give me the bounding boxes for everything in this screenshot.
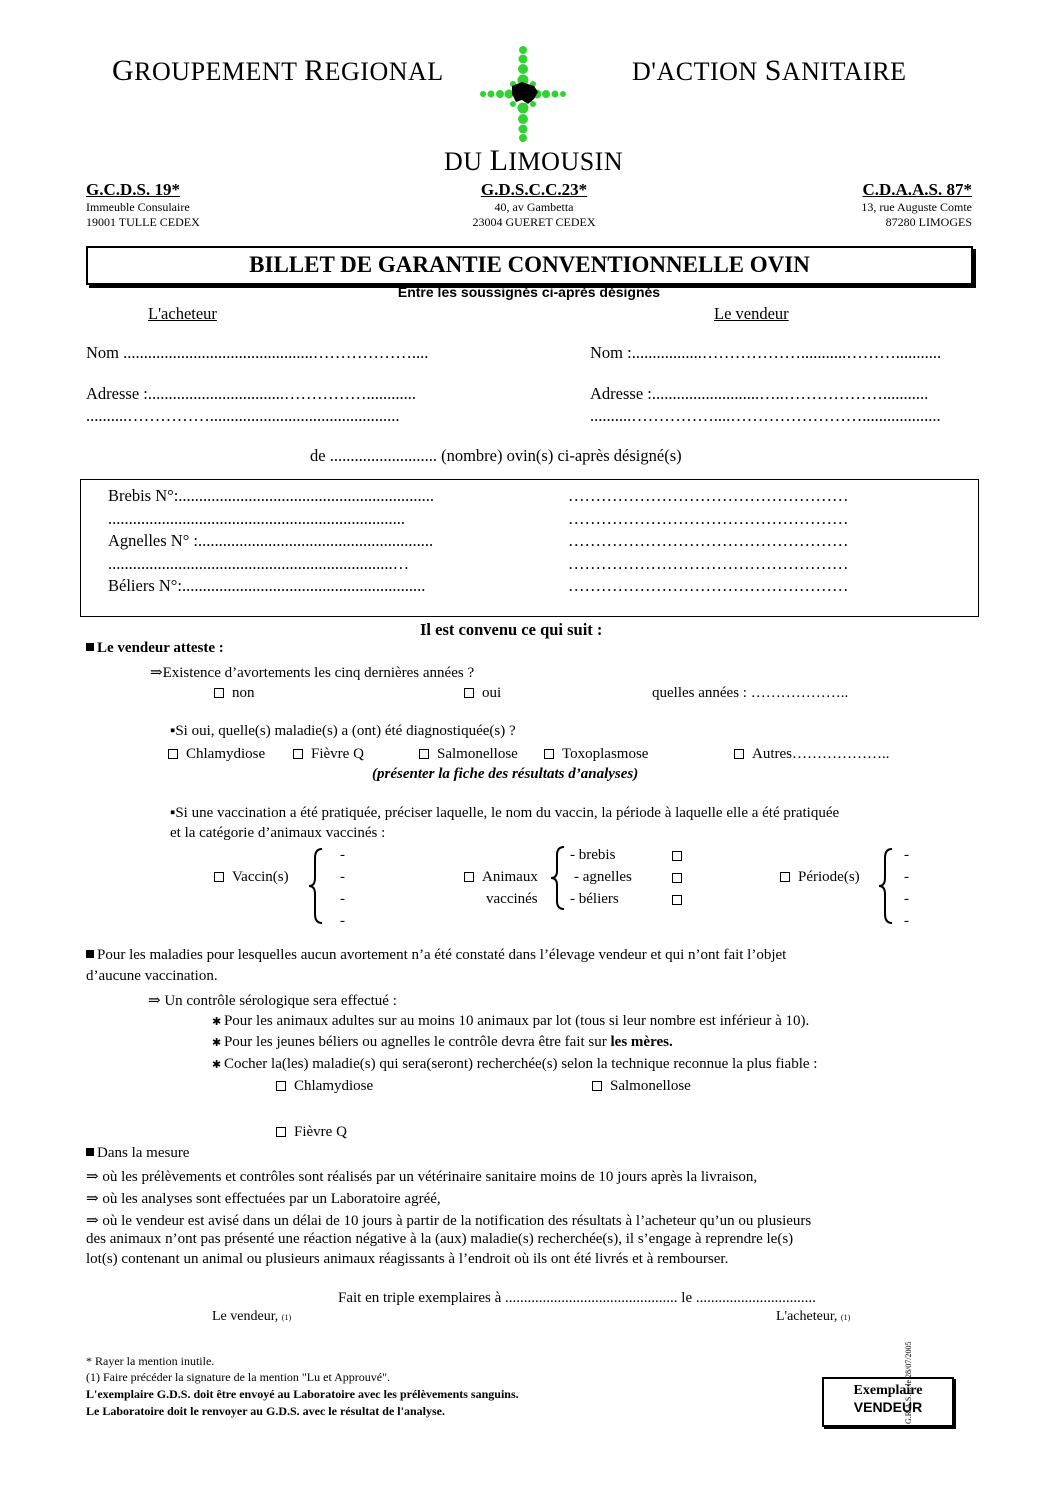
bullet-square-icon xyxy=(86,1148,94,1156)
footnote: Le Laboratoire doit le renvoyer au G.D.S. avec le résultat de l'analyse. xyxy=(86,1404,445,1418)
bullet-dot-icon: ✱ xyxy=(212,1059,224,1071)
periode-option[interactable]: Période(s) xyxy=(780,869,860,886)
presenter-note: (présenter la fiche des résultats d’analyses) xyxy=(372,766,639,782)
animal-right-line[interactable]: …………………………………………… xyxy=(568,576,849,595)
gds-address-line: 40, av Gambetta xyxy=(494,200,574,214)
fait-line[interactable]: Fait en triple exemplaires à .............................................. le ................................ xyxy=(338,1290,816,1306)
vaccin-line[interactable]: - xyxy=(340,891,345,907)
checkbox-icon[interactable] xyxy=(168,749,178,759)
footnote: * Rayer la mention inutile. xyxy=(86,1354,215,1368)
checkbox-icon[interactable] xyxy=(592,1081,602,1091)
periode-line[interactable]: - xyxy=(904,869,909,885)
acheteur-label: L'acheteur xyxy=(148,304,217,323)
header-right-title: D'ACTION SANITAIRE xyxy=(632,54,907,87)
animal-line-4[interactable]: .....................................................................… xyxy=(108,554,410,573)
checkbox-icon[interactable] xyxy=(464,872,474,882)
check-salmonellose[interactable]: Salmonellose xyxy=(592,1078,691,1095)
vendeur-atteste-heading: Le vendeur atteste : xyxy=(86,640,224,657)
bullet-dot-icon: ✱ xyxy=(212,1037,224,1049)
checkbox-icon[interactable] xyxy=(293,749,303,759)
vaccination-text-1: ▪Si une vaccination a été pratiquée, préciser laquelle, le nom du vaccin, la période à laquelle elle a été pratiquée xyxy=(170,805,840,821)
categorie-beliers: - béliers xyxy=(570,891,619,907)
maladies-paragraph-1: Pour les maladies pour lesquelles aucun avortement n’a été constaté dans l’élevage vendeur et qui n’ont fait l’objet xyxy=(86,947,786,964)
controle-heading: ⇒ Un contrôle sérologique sera effectué : xyxy=(148,993,397,1009)
checkbox-icon[interactable] xyxy=(464,688,474,698)
vaccin-line[interactable]: - xyxy=(340,913,345,929)
acheteur-adresse-field[interactable]: Adresse :.................................……………............ xyxy=(86,384,416,403)
nombre-ovins-line[interactable]: de .......................... (nombre) ovin(s) ci-après désigné(s) xyxy=(310,446,682,465)
maladie-fievre-q[interactable]: Fièvre Q xyxy=(293,746,364,763)
checkbox-icon[interactable] xyxy=(672,873,682,883)
brebis-field[interactable]: Brebis N°:.............................................................. xyxy=(108,486,435,505)
vendeur-label: Le vendeur xyxy=(714,304,789,323)
maladie-autres[interactable]: Autres……………….. xyxy=(734,746,890,763)
exemplaire-recipient: VENDEUR xyxy=(853,1399,923,1415)
maladies-paragraph-2: d’aucune vaccination. xyxy=(86,968,218,984)
option-non[interactable]: non xyxy=(214,685,255,702)
vaccin-option[interactable]: Vaccin(s) xyxy=(214,869,289,886)
vaccines-label: vaccinés xyxy=(486,891,538,907)
checkbox-icon[interactable] xyxy=(672,851,682,861)
animal-line-2[interactable]: ........................................................................ xyxy=(108,509,405,528)
gds-block-19 xyxy=(86,180,200,230)
bullet-jeunes: ✱ Pour les jeunes béliers ou agnelles le contrôle devra être fait sur les mères. xyxy=(212,1034,673,1050)
maladie-chlamydiose[interactable]: Chlamydiose xyxy=(168,746,265,763)
animal-right-line[interactable]: …………………………………………… xyxy=(568,554,849,573)
footnote: L'exemplaire G.D.S. doit être envoyé au Laboratoire avec les prélèvements sanguins. xyxy=(86,1387,519,1401)
checkbox-icon[interactable] xyxy=(214,872,224,882)
animaux-option[interactable]: Animaux xyxy=(464,869,538,886)
mesure-line: ⇒ où les prélèvements et contrôles sont réalisés par un vétérinaire sanitaire moins de 10 jours après la livraison, xyxy=(86,1169,758,1185)
document-title: BILLET DE GARANTIE CONVENTIONNELLE OVIN xyxy=(249,252,810,277)
checkbox-icon[interactable] xyxy=(544,749,554,759)
left-brace-icon xyxy=(308,848,324,924)
gds-address-line: 23004 GUERET CEDEX xyxy=(472,215,596,229)
periode-line[interactable]: - xyxy=(904,913,909,929)
left-brace-icon xyxy=(878,848,894,924)
bullet-square-icon xyxy=(86,950,94,958)
bullet-dot-icon: ✱ xyxy=(212,1016,224,1028)
bullet-square-icon xyxy=(86,643,94,651)
maladie-salmonellose[interactable]: Salmonellose xyxy=(419,746,518,763)
option-oui[interactable]: oui xyxy=(464,685,501,702)
avortements-question: ⇒Existence d’avortements les cinq dernières années ? xyxy=(150,665,475,681)
exemplaire-label: Exemplaire xyxy=(853,1383,923,1398)
gds-name: C.D.A.A.S. 87* xyxy=(862,180,972,199)
gds-address-line: 87280 LIMOGES xyxy=(885,215,972,229)
check-chlamydiose[interactable]: Chlamydiose xyxy=(276,1078,373,1095)
subtitle: Entre les soussignés ci-après désignés xyxy=(397,284,661,300)
gds-name: G.C.D.S. 19* xyxy=(86,180,180,199)
maladie-toxoplasmose[interactable]: Toxoplasmose xyxy=(544,746,648,763)
convenu-heading: Il est convenu ce qui suit : xyxy=(420,620,603,639)
footnote: (1) Faire précéder la signature de la mention "Lu et Approuvé". xyxy=(86,1370,391,1384)
mesure-line: ⇒ où le vendeur est avisé dans un délai de 10 jours à partir de la notification des résultats à l’acheteur qu’un ou plusieurs xyxy=(86,1213,812,1229)
bullet-adultes: ✱ Pour les animaux adultes sur au moins 10 animaux par lot (tous si leur nombre est inférieur à 10). xyxy=(212,1013,810,1029)
header-center-title: DU LIMOUSIN xyxy=(444,144,624,177)
categorie-agnelles: - agnelles xyxy=(574,869,632,885)
periode-line[interactable]: - xyxy=(904,891,909,907)
vaccin-line[interactable]: - xyxy=(340,869,345,885)
mesure-line: lot(s) contenant un animal ou plusieurs animaux réagissants à l’endroit où ils ont été livrés et à rembourser. xyxy=(86,1251,729,1267)
checkbox-icon[interactable] xyxy=(780,872,790,882)
gds-block-87 xyxy=(820,180,972,230)
gds-address-line: 13, rue Auguste Comte xyxy=(861,200,972,214)
checkbox-icon[interactable] xyxy=(214,688,224,698)
checkbox-icon[interactable] xyxy=(276,1081,286,1091)
animal-right-line[interactable]: …………………………………………… xyxy=(568,486,849,505)
gds-name: G.D.S.C.C.23* xyxy=(480,180,588,199)
vaccination-text-2: et la catégorie d’animaux vaccinés : xyxy=(170,825,386,841)
side-code: G.R.A.S.L. le 28/07/2005 xyxy=(904,1341,913,1424)
title-box xyxy=(86,246,973,285)
gras-logo-icon xyxy=(478,44,568,144)
bullet-cocher: ✱ Cocher la(les) maladie(s) qui sera(seront) recherchée(s) selon la technique reconnue la plus fiable : xyxy=(212,1056,818,1072)
checkbox-icon[interactable] xyxy=(672,895,682,905)
left-brace-icon xyxy=(550,846,566,910)
checkbox-icon[interactable] xyxy=(276,1127,286,1137)
periode-line[interactable]: - xyxy=(904,847,909,863)
acheteur-nom-field[interactable]: Nom ..............................................……………….... xyxy=(86,343,429,362)
gds-address-line: 19001 TULLE CEDEX xyxy=(86,215,200,229)
dans-mesure-heading: Dans la mesure xyxy=(86,1145,189,1162)
signature-acheteur[interactable]: L'acheteur, (1) xyxy=(776,1309,851,1324)
agnelles-field[interactable]: Agnelles N° :......................................................... xyxy=(108,531,434,550)
categorie-brebis: - brebis xyxy=(570,847,616,863)
beliers-field[interactable]: Béliers N°:........................................................... xyxy=(108,576,426,595)
mesure-line: ⇒ où les analyses sont effectuées par un Laboratoire agréé, xyxy=(86,1191,441,1207)
signature-vendeur[interactable]: Le vendeur, (1) xyxy=(212,1309,292,1324)
vaccin-line[interactable]: - xyxy=(340,847,345,863)
si-oui-question: ▪Si oui, quelle(s) maladie(s) a (ont) été diagnostiquée(s) ? xyxy=(170,723,516,739)
animal-right-line[interactable]: …………………………………………… xyxy=(568,531,849,550)
animal-right-line[interactable]: …………………………………………… xyxy=(568,509,849,528)
vendeur-nom-field[interactable]: Nom :.................………………...........………........... xyxy=(590,343,942,362)
quelles-annees-field[interactable]: quelles années : ……………….. xyxy=(652,685,849,701)
vendeur-adresse-field-2[interactable]: ..........……………....……………………................... xyxy=(590,406,941,425)
checkbox-icon[interactable] xyxy=(734,749,744,759)
gds-address-line: Immeuble Consulaire xyxy=(86,200,190,214)
header-left-title: GROUPEMENT REGIONAL xyxy=(112,54,444,87)
exemplaire-box xyxy=(822,1377,954,1427)
check-fievre-q[interactable]: Fièvre Q xyxy=(276,1124,347,1141)
acheteur-adresse-field-2[interactable]: ..........…………….............................................. xyxy=(86,406,400,425)
vendeur-adresse-field[interactable]: Adresse :..........................…..………………........... xyxy=(590,384,929,403)
gds-block-23 xyxy=(464,180,604,230)
checkbox-icon[interactable] xyxy=(419,749,429,759)
mesure-line: des animaux n’ont pas présenté une réaction négative à la (aux) maladie(s) recherchée(s), il s’engage à reprendre le(s) xyxy=(86,1231,794,1247)
